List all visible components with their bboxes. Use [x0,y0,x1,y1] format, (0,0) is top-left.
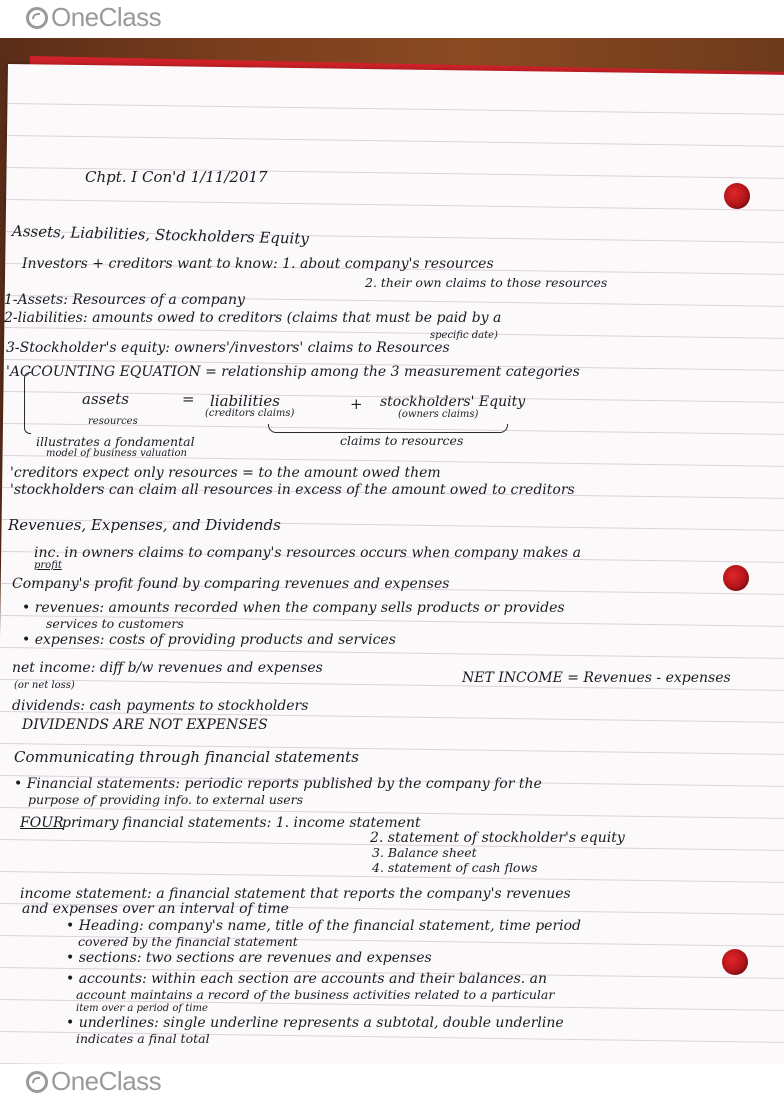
note-line: • Heading: company's name, title of the financial statement, time period [66,918,582,934]
note-line: account maintains a record of the business activities related to a particular [76,987,555,1002]
illustrates-bracket [24,372,31,434]
note-line: 1-Assets: Resources of a company [4,292,245,308]
note-line: • accounts: within each section are accounts and their balances. an [66,971,548,987]
note-line: • expenses: costs of providing products and services [22,632,396,648]
claims-brace [268,424,508,433]
note-line: 3-Stockholder's equity: owners'/investors' claims to Resources [6,340,450,356]
note-line: NET INCOME = Revenues - expenses [462,670,731,686]
note-line: • revenues: amounts recorded when the company sells products or provides [22,600,565,616]
note-line: and expenses over an interval of time [22,901,289,917]
note-line: Company's profit found by comparing revenues and expenses [12,576,450,592]
section-title: Communicating through financial statements [14,748,359,766]
note-line: 'stockholders can claim all resources in excess of the amount owed to creditors [10,482,575,498]
equation-owners-label: (owners claims) [398,409,479,420]
note-line: • sections: two sections are revenues and expenses [66,950,432,966]
note-line: 2. their own claims to those resources [365,275,608,290]
brand-name: OneClass [51,1066,162,1096]
notes-header: Chpt. I Con'd 1/11/2017 [85,168,268,186]
note-line: primary financial statements: 1. income statement [62,815,421,831]
oneclass-o-icon [26,1071,48,1093]
note-line: inc. in owners claims to company's resources occurs when company makes a [34,545,581,561]
equation-liabilities: liabilities [210,392,280,410]
note-line: dividends: cash payments to stockholders [12,698,309,714]
oneclass-logo-bottom [26,1066,161,1097]
note-line: illustrates a fondamental [36,434,195,449]
note-line: income statement: a financial statement that reports the company's revenues [20,886,571,902]
note-line: 'creditors expect only resources = to the amount owed them [10,465,441,481]
note-line: covered by the financial statement [78,934,298,949]
note-line: 2. statement of stockholder's equity [370,830,625,846]
note-line: Investors + creditors want to know: 1. about company's resources [22,256,494,272]
note-line: net income: diff b/w revenues and expenses [12,660,323,676]
section-title: Revenues, Expenses, and Dividends [8,516,281,534]
note-line: services to customers [46,616,184,631]
note-line: purpose of providing info. to external users [28,792,304,807]
equation-equals: = [182,390,195,408]
note-line: FOUR [20,815,64,831]
equation-resources-label: resources [88,416,138,427]
note-line: indicates a final total [76,1031,210,1046]
note-line: (or net loss) [14,680,75,691]
equation-equity: stockholders' Equity [380,394,526,410]
equation-claims-label: claims to resources [340,433,464,448]
note-line: 3. Balance sheet [372,845,477,860]
brand-name: OneClass [51,2,162,32]
note-line: DIVIDENDS ARE NOT EXPENSES [22,717,268,733]
section-title: Assets, Liabilities, Stockholders Equity [11,222,310,248]
note-line: • Financial statements: periodic reports published by the company for the [14,776,542,792]
equation-assets: assets [82,390,129,408]
note-line: 2-liabilities: amounts owed to creditors (claims that must be paid by a [4,310,502,326]
note-line: specific date) [430,330,498,341]
equation-plus: + [350,395,363,413]
equation-creditors-label: (creditors claims) [205,408,295,419]
note-line: item over a period of time [76,1003,208,1014]
note-line: • underlines: single underline represents a subtotal, double underline [66,1015,564,1031]
note-line: 'ACCOUNTING EQUATION = relationship among the 3 measurement categories [6,364,580,380]
note-line: model of business valuation [46,448,187,459]
note-line: profit [34,560,62,571]
note-line: 4. statement of cash flows [372,860,538,875]
